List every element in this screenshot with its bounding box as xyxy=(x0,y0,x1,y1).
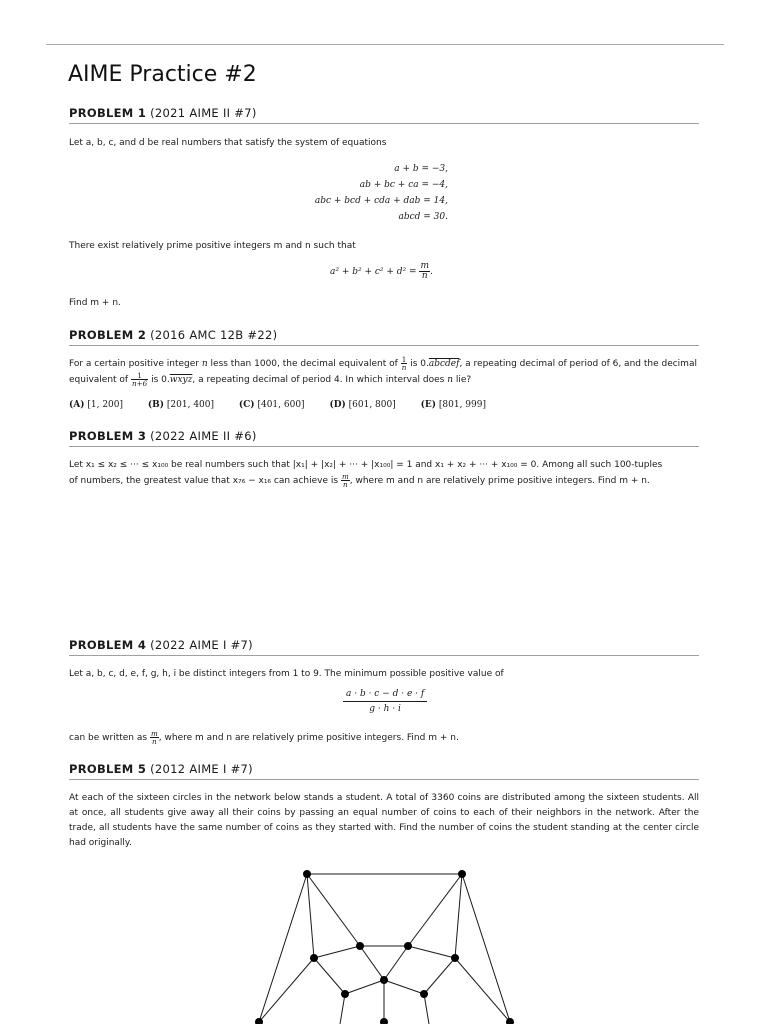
text-run: of numbers, the greatest value that x₇₆ − x₁₆ can achieve is xyxy=(69,476,339,487)
problem-label: PROBLEM 4 xyxy=(69,638,147,652)
text-run: less than 1000, the decimal equivalent of xyxy=(210,359,398,370)
fraction-denominator: n xyxy=(421,271,428,281)
fraction-numerator: a · b · c − d · e · f xyxy=(343,689,427,702)
equation-line: ab + bc + ca = −4, xyxy=(359,180,448,190)
problem-source: (2012 AIME I #7) xyxy=(150,762,253,776)
network-node xyxy=(356,942,364,950)
problem-source: (2022 AIME II #6) xyxy=(150,429,257,443)
network-node xyxy=(303,870,311,878)
network-node xyxy=(420,990,428,998)
choice-c: (C) [401, 600] xyxy=(238,400,305,410)
problem-5-body: At each of the sixteen circles in the network below stands a student. A total of 3360 coins are distributed among the sixteen students. All at once, all students give away all their coins by passing an equal number of coins to each of their neighbors in the network. After the trade, all students have the same number of coins as they started with. Find the number of coins the student standing at the center circle had originally. xyxy=(69,793,699,848)
page-title: AIME Practice #2 xyxy=(68,62,257,87)
network-node xyxy=(310,954,318,962)
choice-d: (D) [601, 800] xyxy=(329,400,396,410)
equation-line: abcd = 30. xyxy=(398,212,448,222)
fraction-numerator: 1 xyxy=(131,372,148,380)
network-node xyxy=(341,990,349,998)
fraction-numerator: m xyxy=(150,729,158,738)
text-run: is 0. xyxy=(410,359,429,370)
display-lhs: a² + b² + c² + d² = xyxy=(330,267,417,277)
problem-source: (2016 AMC 12B #22) xyxy=(150,328,278,342)
network-node xyxy=(404,942,412,950)
display-equation: a² + b² + c² + d² = $\frac{m}{n}$ . xyxy=(330,261,433,281)
network-node xyxy=(451,954,459,962)
text-run: , a repeating decimal of period of 6, and the decimal xyxy=(459,359,697,370)
network-node xyxy=(458,870,466,878)
network-node xyxy=(380,976,388,984)
math-n: n xyxy=(447,375,453,386)
problem-label: PROBLEM 3 xyxy=(69,429,147,443)
text-run: is 0. xyxy=(151,375,170,386)
problem-label: PROBLEM 1 xyxy=(69,106,147,120)
problem-1-intro: Let a, b, c, and d be real numbers that satisfy the system of equations xyxy=(69,138,387,148)
problem-1-final: Find m + n. xyxy=(69,298,121,308)
choice-a: (A) [1, 200] xyxy=(69,400,124,410)
problem-label: PROBLEM 5 xyxy=(69,762,147,776)
choice-b: (B) [201, 400] xyxy=(147,400,215,410)
equation-line: a + b = −3, xyxy=(394,164,448,174)
fraction-denominator: g · h · i xyxy=(369,704,401,714)
text-run: , where m and n are relatively prime positive integers. Find m + n. xyxy=(158,733,459,744)
fraction-numerator: 1 xyxy=(401,355,407,364)
fraction-denominator: n+6 xyxy=(131,379,148,389)
network-edges xyxy=(259,874,510,1024)
fraction-denominator: n xyxy=(401,363,407,373)
text-run: , a repeating decimal of period 4. In which interval does xyxy=(192,375,445,386)
text-run: , where m and n are relatively prime positive integers. Find m + n. xyxy=(349,476,650,487)
fraction-numerator: m xyxy=(341,472,349,481)
repeating-digits: abcdef xyxy=(428,359,460,370)
text-run: Let x₁ ≤ x₂ ≤ ··· ≤ x₁₀₀ be real numbers such that |x₁| + |x₂| + ··· + |x₁₀₀| = 1 and x₁ + x₂ + ··· + x₁₀₀ = 0. Among all such 100-tuples xyxy=(69,460,663,470)
problem-source: (2022 AIME I #7) xyxy=(150,638,253,652)
text-run: lie? xyxy=(455,375,472,386)
text-run: can be written as xyxy=(69,733,148,744)
text-run: For a certain positive integer xyxy=(69,359,199,370)
fraction-denominator: n xyxy=(343,480,348,490)
problem-4-intro: Let a, b, c, d, e, f, g, h, i be distinct integers from 1 to 9. The minimum possible positive value of xyxy=(69,669,504,679)
fraction-denominator: n xyxy=(152,737,157,747)
choice-e: (E) [801, 999] xyxy=(420,400,486,410)
problem-label: PROBLEM 2 xyxy=(69,328,147,342)
math-n: n xyxy=(201,359,208,370)
text-run: equivalent of xyxy=(69,375,129,386)
network-node xyxy=(380,1018,388,1024)
repeating-digits: wxyz xyxy=(169,375,193,386)
problem-source: (2021 AIME II #7) xyxy=(150,106,257,120)
fraction-numerator: m xyxy=(420,261,429,271)
problem-1-text: There exist relatively prime positive integers m and n such that xyxy=(69,241,356,251)
equation-line: abc + bcd + cda + dab = 14, xyxy=(314,196,448,206)
